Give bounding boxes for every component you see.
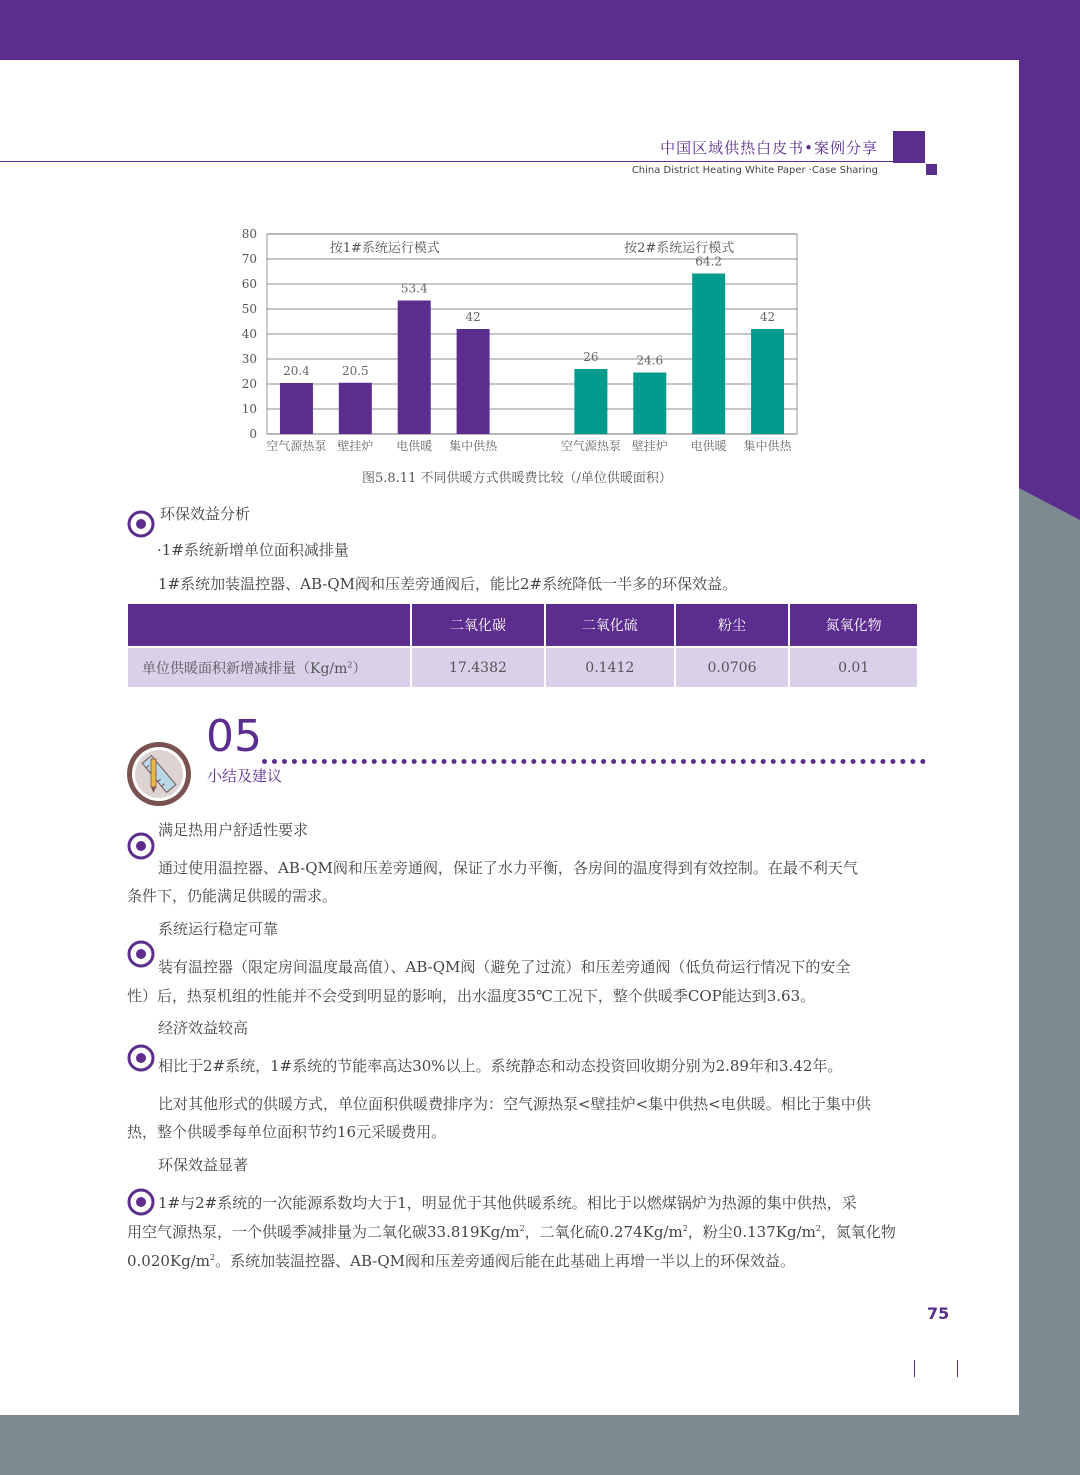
table-row <box>128 647 917 687</box>
y-tick-label: 50 <box>241 302 257 316</box>
x-tick-label: 电供暖 <box>690 439 727 453</box>
bullet-circle-icon <box>127 832 155 860</box>
table-header-cell: 氮氧化物 <box>789 604 917 647</box>
y-tick-label: 60 <box>241 277 257 291</box>
x-tick-label: 电供暖 <box>396 439 433 453</box>
bar <box>574 369 607 434</box>
x-tick-label: 空气源热泵 <box>560 439 621 453</box>
summary-line: 热，整个供暖季每单位面积节约16元采暖费用。 <box>127 1123 447 1141</box>
summary-heading: 环保效益显著 <box>158 1156 249 1174</box>
bar <box>457 329 490 434</box>
header-title-cn: 中国区域供热白皮书•案例分享 <box>660 139 878 157</box>
summary-line: 1#与2#系统的一次能源系数均大于1，明显优于其他供暖系统。相比于以燃煤锅炉为热源的集中供热，采 <box>158 1194 857 1212</box>
summary-line: 条件下，仍能满足供暖的需求。 <box>127 887 338 905</box>
header-rule <box>0 161 925 162</box>
x-tick-label: 壁挂炉 <box>631 439 668 453</box>
summary-line: 相比于2#系统，1#系统的节能率高达30%以上。系统静态和动态投资回收期分别为2.89年和3.42年。 <box>158 1057 843 1075</box>
y-tick-label: 30 <box>241 352 257 366</box>
y-tick-label: 40 <box>241 327 257 341</box>
bar <box>339 383 372 434</box>
table-cell: 0.01 <box>789 647 917 687</box>
summary-heading: 满足热用户舒适性要求 <box>158 821 309 839</box>
summary-line: 用空气源热泵，一个供暖季减排量为二氧化碳$33.819Kg/m^2$，二氧化硫$0.274Kg/m^2$，粉尘$0.137Kg/m^2$，氮氧化物 <box>127 1223 896 1241</box>
data-label: 42 <box>465 310 481 324</box>
pencil-ruler-icon <box>126 741 192 807</box>
table-header-cell: 二氧化硫 <box>545 604 675 647</box>
bullet-circle-icon <box>127 1044 155 1072</box>
y-tick-label: 70 <box>241 252 257 266</box>
chart-caption: 图5.8.11 不同供暖方式供暖费比较（/单位供暖面积） <box>362 471 672 486</box>
bar <box>280 383 313 434</box>
emission-table <box>128 604 917 687</box>
summary-line: 装有温控器（限定房间温度最高值）、AB-QM阀（避免了过流）和压差旁通阀（低负荷运行情况下的安全 <box>158 958 851 976</box>
table-cell: 0.0706 <box>675 647 790 687</box>
section-number: 05 <box>206 711 262 762</box>
section-dotted-rule <box>262 753 926 764</box>
y-tick-label: 20 <box>241 377 257 391</box>
table-header-cell: 二氧化碳 <box>411 604 545 647</box>
footer-tick <box>914 1360 915 1377</box>
data-label: 26 <box>583 350 599 364</box>
x-tick-label: 壁挂炉 <box>337 439 374 453</box>
y-tick-label: 80 <box>241 227 257 241</box>
table-cell: 17.4382 <box>411 647 545 687</box>
bar <box>398 301 431 435</box>
y-tick-label: 0 <box>249 427 257 441</box>
table-header-row <box>128 604 917 647</box>
bullet-circle-icon <box>127 510 155 538</box>
header-square-small <box>926 164 937 175</box>
bar <box>633 373 666 435</box>
bullet-circle-icon <box>127 940 155 968</box>
y-tick-label: 10 <box>241 402 257 416</box>
top-band <box>0 0 1080 60</box>
page-number: 75 <box>927 1304 950 1323</box>
data-label: 20.4 <box>283 364 310 378</box>
summary-heading: 系统运行稳定可靠 <box>158 920 279 938</box>
env-heading: 环保效益分析 <box>160 505 251 523</box>
x-tick-label: 集中供热 <box>743 439 792 453</box>
right-edge-band <box>1019 60 1080 1475</box>
bar <box>751 329 784 434</box>
x-tick-label: 集中供热 <box>449 439 498 453</box>
data-label: 64.2 <box>695 254 723 269</box>
bullet-circle-icon <box>127 1188 155 1216</box>
header-title-en: China District Heating White Paper ·Case Sharing <box>631 165 878 176</box>
table-header-cell <box>128 604 411 647</box>
data-label: 20.5 <box>341 363 369 378</box>
data-label: 42 <box>759 310 776 324</box>
group-label: 按2#系统运行模式 <box>624 241 735 256</box>
summary-line: 比对其他形式的供暖方式，单位面积供暖费排序为：空气源热泵<壁挂炉<集中供热<电供暖。相比于集中供 <box>158 1095 871 1113</box>
env-subheading: ·1#系统新增单位面积减排量 <box>157 541 349 559</box>
summary-line: 性）后，热泵机组的性能并不会受到明显的影响，出水温度35℃工况下，整个供暖季COP能达到3.63。 <box>127 987 816 1005</box>
section-title: 小结及建议 <box>207 767 283 785</box>
heating-cost-chart <box>236 222 816 462</box>
summary-heading: 经济效益较高 <box>158 1019 249 1037</box>
table-cell: 0.1412 <box>545 647 675 687</box>
data-label: 24.6 <box>636 353 664 368</box>
summary-line: $0.020Kg/m^2$。系统加装温控器、AB-QM阀和压差旁通阀后能在此基础上再增一半以上的环保效益。 <box>127 1252 795 1270</box>
data-label: 53.4 <box>400 281 428 296</box>
group-label: 按1#系统运行模式 <box>329 241 440 256</box>
table-row-label: 单位供暖面积新增减排量$(Kg/m^2)$ <box>128 647 411 687</box>
footer-tick <box>957 1360 958 1377</box>
x-tick-label: 空气源热泵 <box>266 439 327 453</box>
summary-line: 通过使用温控器、AB-QM阀和压差旁通阀，保证了水力平衡，各房间的温度得到有效控制。在最不利天气 <box>158 859 858 877</box>
env-text: 1#系统加装温控器、AB-QM阀和压差旁通阀后，能比2#系统降低一半多的环保效益。 <box>158 575 738 593</box>
bottom-band <box>0 1415 1080 1475</box>
table-header-cell: 粉尘 <box>675 604 790 647</box>
header-square <box>893 131 925 163</box>
bar <box>692 274 725 435</box>
